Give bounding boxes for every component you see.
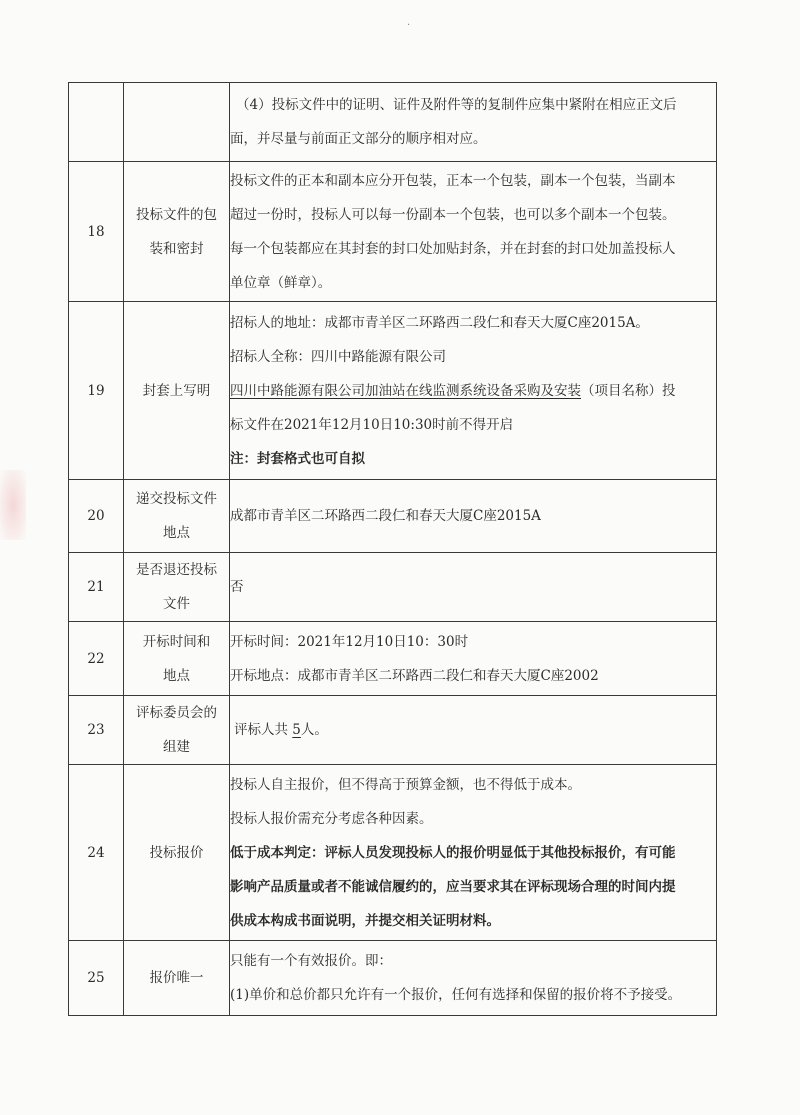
content-line: (1)单价和总价都只允许有一个报价，任何有选择和保留的报价将不予接受。 bbox=[230, 987, 682, 1003]
content-line bbox=[230, 713, 716, 747]
row-item bbox=[124, 765, 230, 941]
content-line: 招标人的地址：成都市青羊区二环路西二段仁和春天大厦C座2015A。 bbox=[230, 314, 649, 331]
row-content bbox=[230, 83, 717, 162]
row-item bbox=[124, 302, 230, 480]
content-line: 超过一份时，投标人可以每一份副本一个包装，也可以多个副本一个包装。 bbox=[230, 206, 676, 223]
row-content bbox=[230, 696, 717, 765]
row-number: 22 bbox=[69, 622, 124, 696]
content-line: 投标文件的正本和副本应分开包装，正本一个包装，副本一个包装，当副本 bbox=[230, 172, 676, 189]
project-suffix: （项目名称）投 bbox=[581, 382, 676, 399]
bid-requirements-table bbox=[68, 82, 717, 1016]
content-line: 面，并尽量与前面正文部分的顺序相对应。 bbox=[230, 131, 487, 147]
project-name: 四川中路能源有限公司加油站在线监测系统设备采购及安装 bbox=[230, 382, 581, 399]
table-row bbox=[69, 553, 717, 622]
row-number: 25 bbox=[69, 941, 124, 1016]
content-line: 招标人全称：四川中路能源有限公司 bbox=[230, 348, 446, 365]
table-row bbox=[69, 941, 717, 1016]
item-line: 组建 bbox=[163, 739, 190, 755]
table-row bbox=[69, 622, 717, 696]
row-content bbox=[230, 941, 717, 1016]
row-number: 19 bbox=[69, 302, 124, 480]
table-row bbox=[69, 302, 717, 480]
item-line: 投标文件的包 bbox=[136, 206, 217, 223]
row-item bbox=[124, 553, 230, 622]
bold-rest: 评标人员发现投标人的报价明显低于其他投标报价，有可能 bbox=[324, 844, 676, 861]
row-item bbox=[124, 941, 230, 1016]
item-line: 评标委员会的 bbox=[136, 705, 217, 721]
content-line: 影响产品质量或者不能诚信履约的，应当要求其在评标现场合理的时间内提 bbox=[230, 878, 676, 895]
row-content bbox=[230, 765, 717, 941]
item-line: 开标时间和 bbox=[142, 633, 211, 650]
content-line: 否 bbox=[230, 579, 244, 595]
committee-suffix: 人。 bbox=[300, 722, 328, 738]
content-line: 投标人报价需充分考虑各种因素。 bbox=[230, 810, 433, 827]
row-item bbox=[124, 622, 230, 696]
item-line: 封套上写明 bbox=[142, 382, 211, 399]
row-content bbox=[230, 302, 717, 480]
content-line: 成都市青羊区二环路西二段仁和春天大厦C座2015A bbox=[230, 508, 541, 524]
content-line: 供成本构成书面说明，并提交相关证明材料。 bbox=[230, 912, 500, 929]
content-line bbox=[230, 374, 716, 408]
item-line: 投标报价 bbox=[149, 844, 204, 861]
content-line: 投标人自主报价，但不得高于预算金额，也不得低于成本。 bbox=[230, 776, 581, 793]
note-line: 注：封套格式也可自拟 bbox=[230, 450, 365, 467]
item-line: 文件 bbox=[163, 596, 190, 612]
row-content bbox=[230, 162, 717, 302]
row-number: 20 bbox=[69, 480, 124, 553]
item-line: 报价唯一 bbox=[149, 970, 204, 986]
item-line: 地点 bbox=[163, 667, 190, 684]
item-line: 地点 bbox=[163, 525, 190, 541]
row-item bbox=[124, 696, 230, 765]
item-line: 装和密封 bbox=[149, 240, 204, 257]
row-number: 21 bbox=[69, 553, 124, 622]
content-line: 单位章（鲜章）。 bbox=[230, 274, 332, 291]
row-number: 18 bbox=[69, 162, 124, 302]
content-line: 开标时间：2021年12月10日10：30时 bbox=[230, 633, 469, 650]
committee-prefix: 评标人共 bbox=[234, 722, 288, 738]
committee-count: 5 bbox=[292, 722, 301, 738]
item-line: 递交投标文件 bbox=[136, 491, 217, 507]
table-row bbox=[69, 162, 717, 302]
bold-lead: 低于成本判定： bbox=[230, 844, 325, 861]
row-item bbox=[124, 83, 230, 162]
row-number bbox=[69, 83, 124, 162]
content-line bbox=[230, 836, 716, 870]
content-line: 开标地点：成都市青羊区二环路西二段仁和春天大厦C座2002 bbox=[230, 667, 599, 684]
content-line: （4）投标文件中的证明、证件及附件等的复制件应集中紧附在相应正文后 bbox=[236, 97, 677, 113]
row-content bbox=[230, 622, 717, 696]
content-line: 只能有一个有效报价。即： bbox=[230, 953, 392, 969]
stamp-bleed bbox=[0, 470, 26, 540]
row-number: 24 bbox=[69, 765, 124, 941]
row-number: 23 bbox=[69, 696, 124, 765]
table-row bbox=[69, 765, 717, 941]
content-line: 标文件在2021年12月10日10:30时前不得开启 bbox=[230, 416, 514, 433]
scan-dot: · bbox=[407, 20, 411, 31]
row-content bbox=[230, 480, 717, 553]
row-content bbox=[230, 553, 717, 622]
row-item bbox=[124, 162, 230, 302]
table-row bbox=[69, 83, 717, 162]
item-line: 是否退还投标 bbox=[136, 562, 217, 578]
row-item bbox=[124, 480, 230, 553]
table-row bbox=[69, 696, 717, 765]
content-line: 每一个包装都应在其封套的封口处加贴封条，并在封套的封口处加盖投标人 bbox=[230, 240, 676, 257]
table-row bbox=[69, 480, 717, 553]
